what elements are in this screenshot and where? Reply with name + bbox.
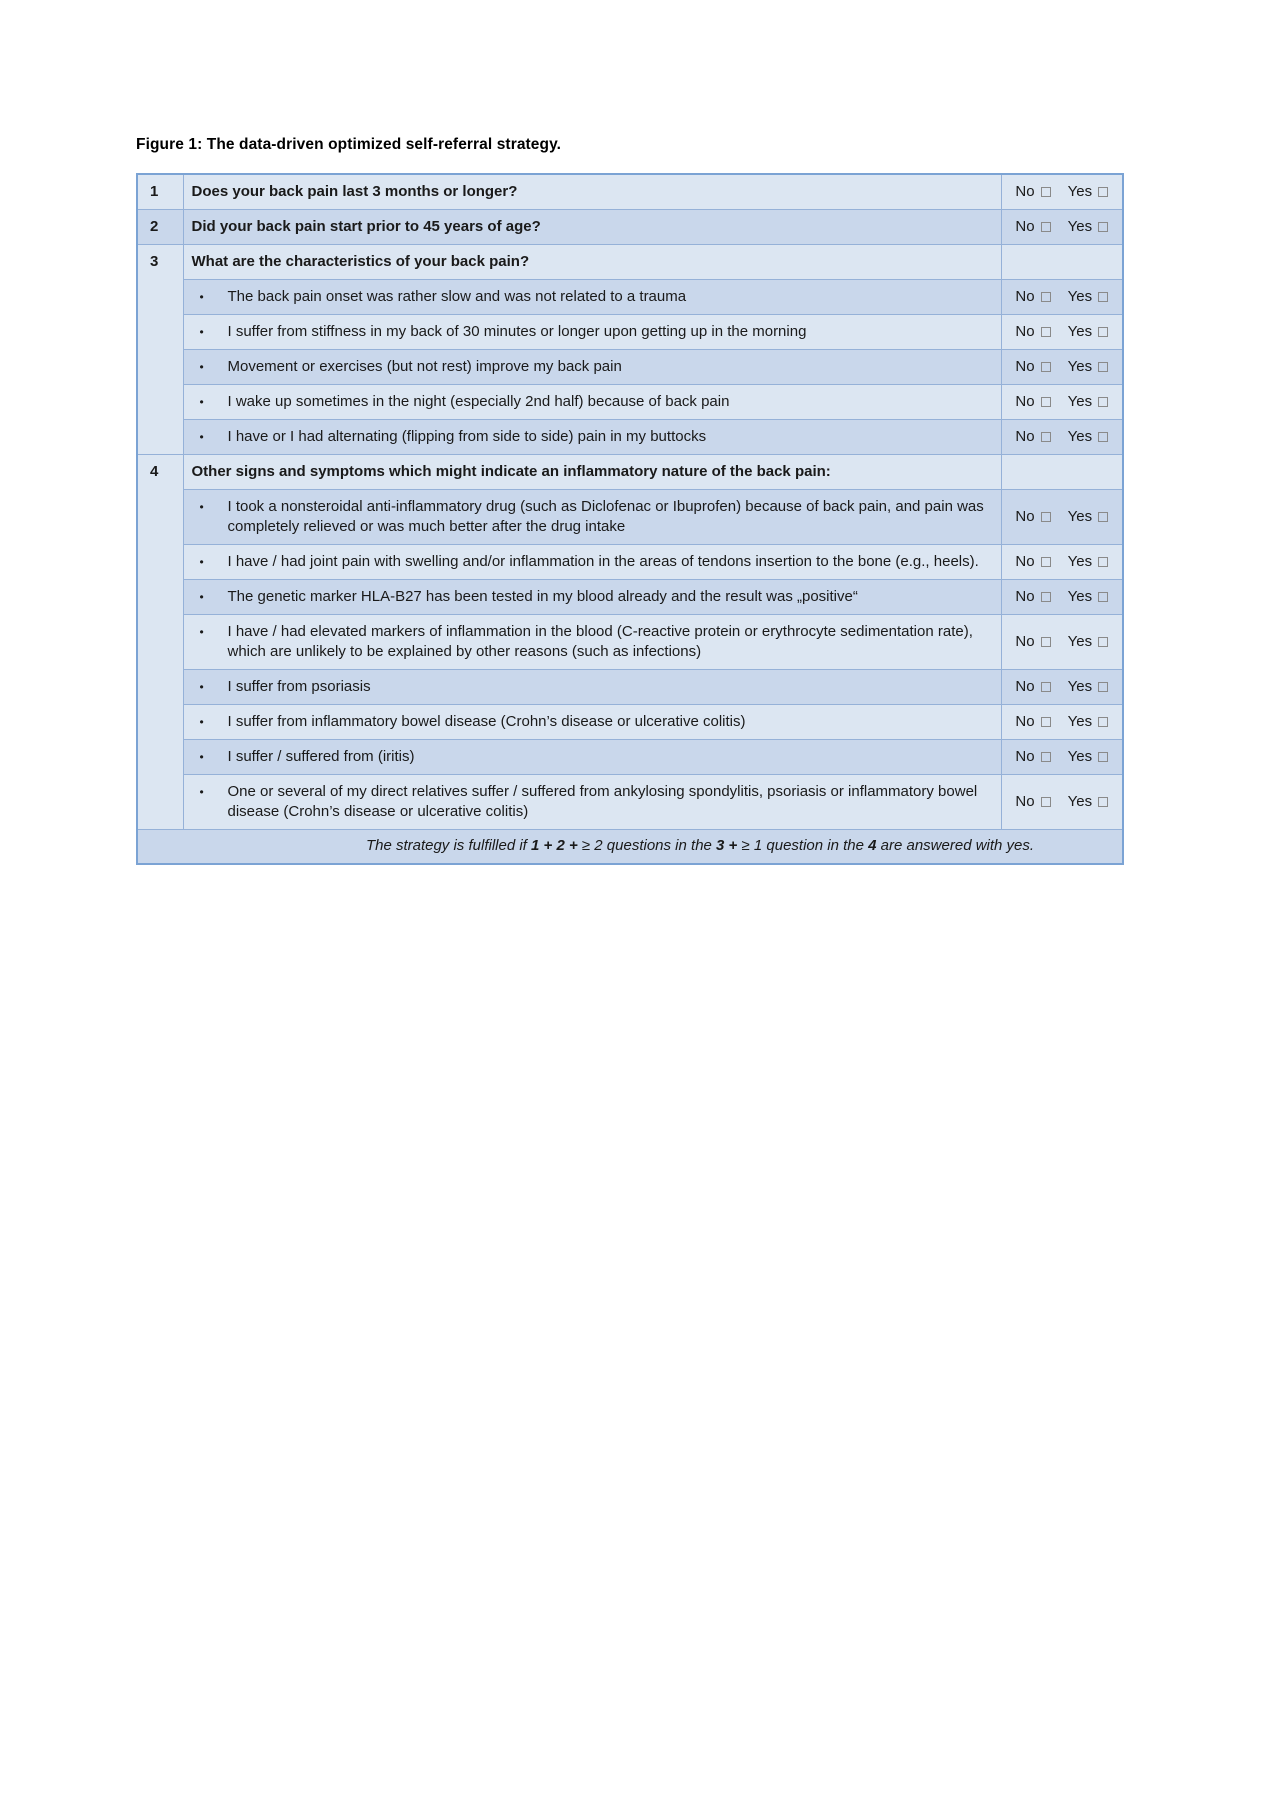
answer-cell [1001, 705, 1123, 740]
no-label: No [1015, 713, 1035, 730]
no-option [1015, 747, 1050, 767]
answer-cell [1001, 420, 1123, 455]
yes-checkbox[interactable] [1098, 752, 1108, 762]
symptom-cell [183, 740, 1001, 775]
yes-option [1068, 392, 1108, 412]
symptom-cell [183, 545, 1001, 580]
symptom-cell [183, 670, 1001, 705]
footer-row [137, 830, 1123, 865]
no-label: No [1015, 323, 1035, 340]
answer-cell [1001, 740, 1123, 775]
yes-option [1068, 182, 1108, 202]
bullet-icon: • [199, 430, 204, 444]
symptom-text: I suffer from psoriasis [227, 678, 371, 695]
no-option [1015, 587, 1050, 607]
symptom-text: I took a nonsteroidal anti-inflammatory drug (such as Diclofenac or Ibuprofen) because of back pain, and pain was completely relieved or was much better after the drug intake [227, 498, 984, 535]
no-label: No [1015, 793, 1035, 810]
symptom-cell [183, 490, 1001, 545]
bullet-icon: • [199, 290, 204, 304]
symptom-row [137, 420, 1123, 455]
yes-label: Yes [1067, 588, 1093, 605]
yes-label: Yes [1067, 713, 1093, 730]
strategy-rule-part: 4 [868, 837, 877, 854]
yes-checkbox[interactable] [1098, 717, 1108, 727]
question-number: 3 [137, 245, 183, 455]
question-row [137, 245, 1123, 280]
no-checkbox[interactable] [1041, 512, 1051, 522]
symptom-text: I have / had joint pain with swelling and/or inflammation in the areas of tendons insertion to the bone (e.g., heels). [227, 553, 979, 570]
yes-option [1068, 357, 1108, 377]
no-checkbox[interactable] [1041, 682, 1051, 692]
symptom-cell [183, 775, 1001, 830]
no-checkbox[interactable] [1041, 592, 1051, 602]
no-checkbox[interactable] [1041, 327, 1051, 337]
symptom-cell [183, 385, 1001, 420]
question-row [137, 174, 1123, 210]
no-label: No [1015, 428, 1035, 445]
no-option [1015, 677, 1050, 697]
strategy-rule-part: 3 + [716, 837, 742, 854]
symptom-cell [183, 420, 1001, 455]
no-option [1015, 712, 1050, 732]
bullet-icon: • [199, 715, 204, 729]
question-row [137, 210, 1123, 245]
answer-cell-empty [1001, 455, 1123, 490]
no-option [1015, 392, 1050, 412]
yes-option [1068, 792, 1108, 812]
yes-option [1068, 287, 1108, 307]
strategy-rule-text [137, 830, 1123, 865]
answer-cell [1001, 580, 1123, 615]
no-option [1015, 357, 1050, 377]
bullet-icon: • [199, 325, 204, 339]
symptom-row [137, 385, 1123, 420]
answer-cell [1001, 350, 1123, 385]
no-label: No [1015, 218, 1035, 235]
bullet-icon: • [199, 500, 204, 514]
yes-option [1068, 322, 1108, 342]
no-option [1015, 792, 1050, 812]
yes-checkbox[interactable] [1098, 592, 1108, 602]
yes-checkbox[interactable] [1098, 432, 1108, 442]
strategy-rule-part: ≥ 2 questions in the [581, 837, 717, 854]
no-checkbox[interactable] [1041, 222, 1051, 232]
no-option [1015, 632, 1050, 652]
yes-checkbox[interactable] [1098, 797, 1108, 807]
no-option [1015, 507, 1050, 527]
symptom-row [137, 315, 1123, 350]
no-label: No [1015, 633, 1035, 650]
no-option [1015, 287, 1050, 307]
no-label: No [1015, 678, 1035, 695]
question-cell [183, 245, 1001, 280]
no-checkbox[interactable] [1041, 557, 1051, 567]
yes-checkbox[interactable] [1098, 327, 1108, 337]
symptom-text: The back pain onset was rather slow and was not related to a trauma [227, 288, 687, 305]
strategy-rule-part: are answered with yes. [876, 837, 1035, 854]
answer-cell [1001, 615, 1123, 670]
question-text: Did your back pain start prior to 45 years of age? [191, 218, 541, 235]
bullet-icon: • [199, 590, 204, 604]
yes-label: Yes [1067, 218, 1093, 235]
answer-cell [1001, 670, 1123, 705]
no-label: No [1015, 393, 1035, 410]
symptom-row [137, 775, 1123, 830]
bullet-icon: • [199, 360, 204, 374]
no-checkbox[interactable] [1041, 432, 1051, 442]
no-label: No [1015, 358, 1035, 375]
bullet-icon: • [199, 680, 204, 694]
no-checkbox[interactable] [1041, 187, 1051, 197]
answer-cell [1001, 315, 1123, 350]
symptom-cell [183, 315, 1001, 350]
yes-label: Yes [1067, 288, 1093, 305]
symptom-row [137, 280, 1123, 315]
symptom-text: The genetic marker HLA-B27 has been tested in my blood already and the result was „positive“ [227, 588, 858, 605]
yes-checkbox[interactable] [1098, 222, 1108, 232]
no-option [1015, 427, 1050, 447]
symptom-row [137, 580, 1123, 615]
no-option [1015, 182, 1050, 202]
yes-option [1068, 217, 1108, 237]
no-checkbox[interactable] [1041, 717, 1051, 727]
strategy-table-body [137, 174, 1123, 864]
question-number: 1 [137, 174, 183, 210]
symptom-text: One or several of my direct relatives suffer / suffered from ankylosing spondylitis, psoriasis or inflammatory bowel disease (Crohn’s disease or ulcerative colitis) [227, 783, 978, 820]
yes-option [1068, 507, 1108, 527]
no-option [1015, 322, 1050, 342]
yes-option [1068, 427, 1108, 447]
no-checkbox[interactable] [1041, 797, 1051, 807]
symptom-text: I suffer from inflammatory bowel disease (Crohn’s disease or ulcerative colitis) [227, 713, 746, 730]
symptom-cell [183, 580, 1001, 615]
answer-cell [1001, 210, 1123, 245]
symptom-row [137, 705, 1123, 740]
symptom-text: Movement or exercises (but not rest) improve my back pain [227, 358, 622, 375]
no-option [1015, 552, 1050, 572]
no-checkbox[interactable] [1041, 292, 1051, 302]
bullet-icon: • [199, 750, 204, 764]
yes-option [1068, 677, 1108, 697]
symptom-row [137, 490, 1123, 545]
yes-checkbox[interactable] [1098, 512, 1108, 522]
symptom-cell [183, 350, 1001, 385]
yes-label: Yes [1067, 428, 1093, 445]
question-cell [183, 455, 1001, 490]
no-label: No [1015, 588, 1035, 605]
question-cell [183, 174, 1001, 210]
yes-option [1068, 632, 1108, 652]
yes-label: Yes [1067, 553, 1093, 570]
yes-checkbox[interactable] [1098, 362, 1108, 372]
no-label: No [1015, 553, 1035, 570]
symptom-cell [183, 280, 1001, 315]
no-checkbox[interactable] [1041, 397, 1051, 407]
no-checkbox[interactable] [1041, 362, 1051, 372]
self-referral-strategy-table [136, 173, 1124, 865]
yes-checkbox[interactable] [1098, 682, 1108, 692]
yes-label: Yes [1067, 793, 1093, 810]
question-number: 4 [137, 455, 183, 830]
bullet-icon: • [199, 785, 204, 799]
question-row [137, 455, 1123, 490]
answer-cell-empty [1001, 245, 1123, 280]
symptom-text: I suffer / suffered from (iritis) [227, 748, 415, 765]
symptom-row [137, 670, 1123, 705]
symptom-text: I have or I had alternating (flipping from side to side) pain in my buttocks [227, 428, 707, 445]
yes-checkbox[interactable] [1098, 292, 1108, 302]
yes-label: Yes [1067, 358, 1093, 375]
yes-option [1068, 712, 1108, 732]
symptom-row [137, 350, 1123, 385]
answer-cell [1001, 280, 1123, 315]
yes-label: Yes [1067, 183, 1093, 200]
yes-label: Yes [1067, 678, 1093, 695]
question-number: 2 [137, 210, 183, 245]
symptom-cell [183, 705, 1001, 740]
yes-checkbox[interactable] [1098, 397, 1108, 407]
symptom-cell [183, 615, 1001, 670]
yes-label: Yes [1067, 748, 1093, 765]
answer-cell [1001, 385, 1123, 420]
no-label: No [1015, 748, 1035, 765]
yes-label: Yes [1067, 508, 1093, 525]
no-option [1015, 217, 1050, 237]
question-text: Other signs and symptoms which might indicate an inflammatory nature of the back pain: [191, 463, 831, 480]
yes-checkbox[interactable] [1098, 557, 1108, 567]
no-checkbox[interactable] [1041, 752, 1051, 762]
strategy-table [136, 173, 1124, 865]
question-cell [183, 210, 1001, 245]
answer-cell [1001, 545, 1123, 580]
symptom-text: I suffer from stiffness in my back of 30 minutes or longer upon getting up in the morning [227, 323, 807, 340]
answer-cell [1001, 490, 1123, 545]
no-checkbox[interactable] [1041, 637, 1051, 647]
question-text: Does your back pain last 3 months or longer? [191, 183, 518, 200]
bullet-icon: • [199, 395, 204, 409]
yes-label: Yes [1067, 393, 1093, 410]
symptom-row [137, 740, 1123, 775]
answer-cell [1001, 775, 1123, 830]
yes-option [1068, 747, 1108, 767]
question-text: What are the characteristics of your back pain? [191, 253, 530, 270]
figure-title: Figure 1: The data-driven optimized self-referral strategy. [136, 136, 562, 153]
symptom-row [137, 545, 1123, 580]
yes-label: Yes [1067, 633, 1093, 650]
answer-cell [1001, 174, 1123, 210]
symptom-text: I have / had elevated markers of inflammation in the blood (C-reactive protein or erythrocyte sedimentation rate), which are unlikely to be explained by other reasons (such as infections) [227, 623, 973, 660]
symptom-text: I wake up sometimes in the night (especially 2nd half) because of back pain [227, 393, 730, 410]
no-label: No [1015, 508, 1035, 525]
symptom-row [137, 615, 1123, 670]
no-label: No [1015, 183, 1035, 200]
bullet-icon: • [199, 625, 204, 639]
bullet-icon: • [199, 555, 204, 569]
yes-checkbox[interactable] [1098, 187, 1108, 197]
strategy-rule-part: 1 + 2 + [531, 837, 582, 854]
strategy-rule-part: The strategy is fulfilled if [365, 837, 532, 854]
yes-option [1068, 552, 1108, 572]
yes-label: Yes [1067, 323, 1093, 340]
no-label: No [1015, 288, 1035, 305]
yes-option [1068, 587, 1108, 607]
strategy-rule-part: ≥ 1 question in the [741, 837, 869, 854]
yes-checkbox[interactable] [1098, 637, 1108, 647]
